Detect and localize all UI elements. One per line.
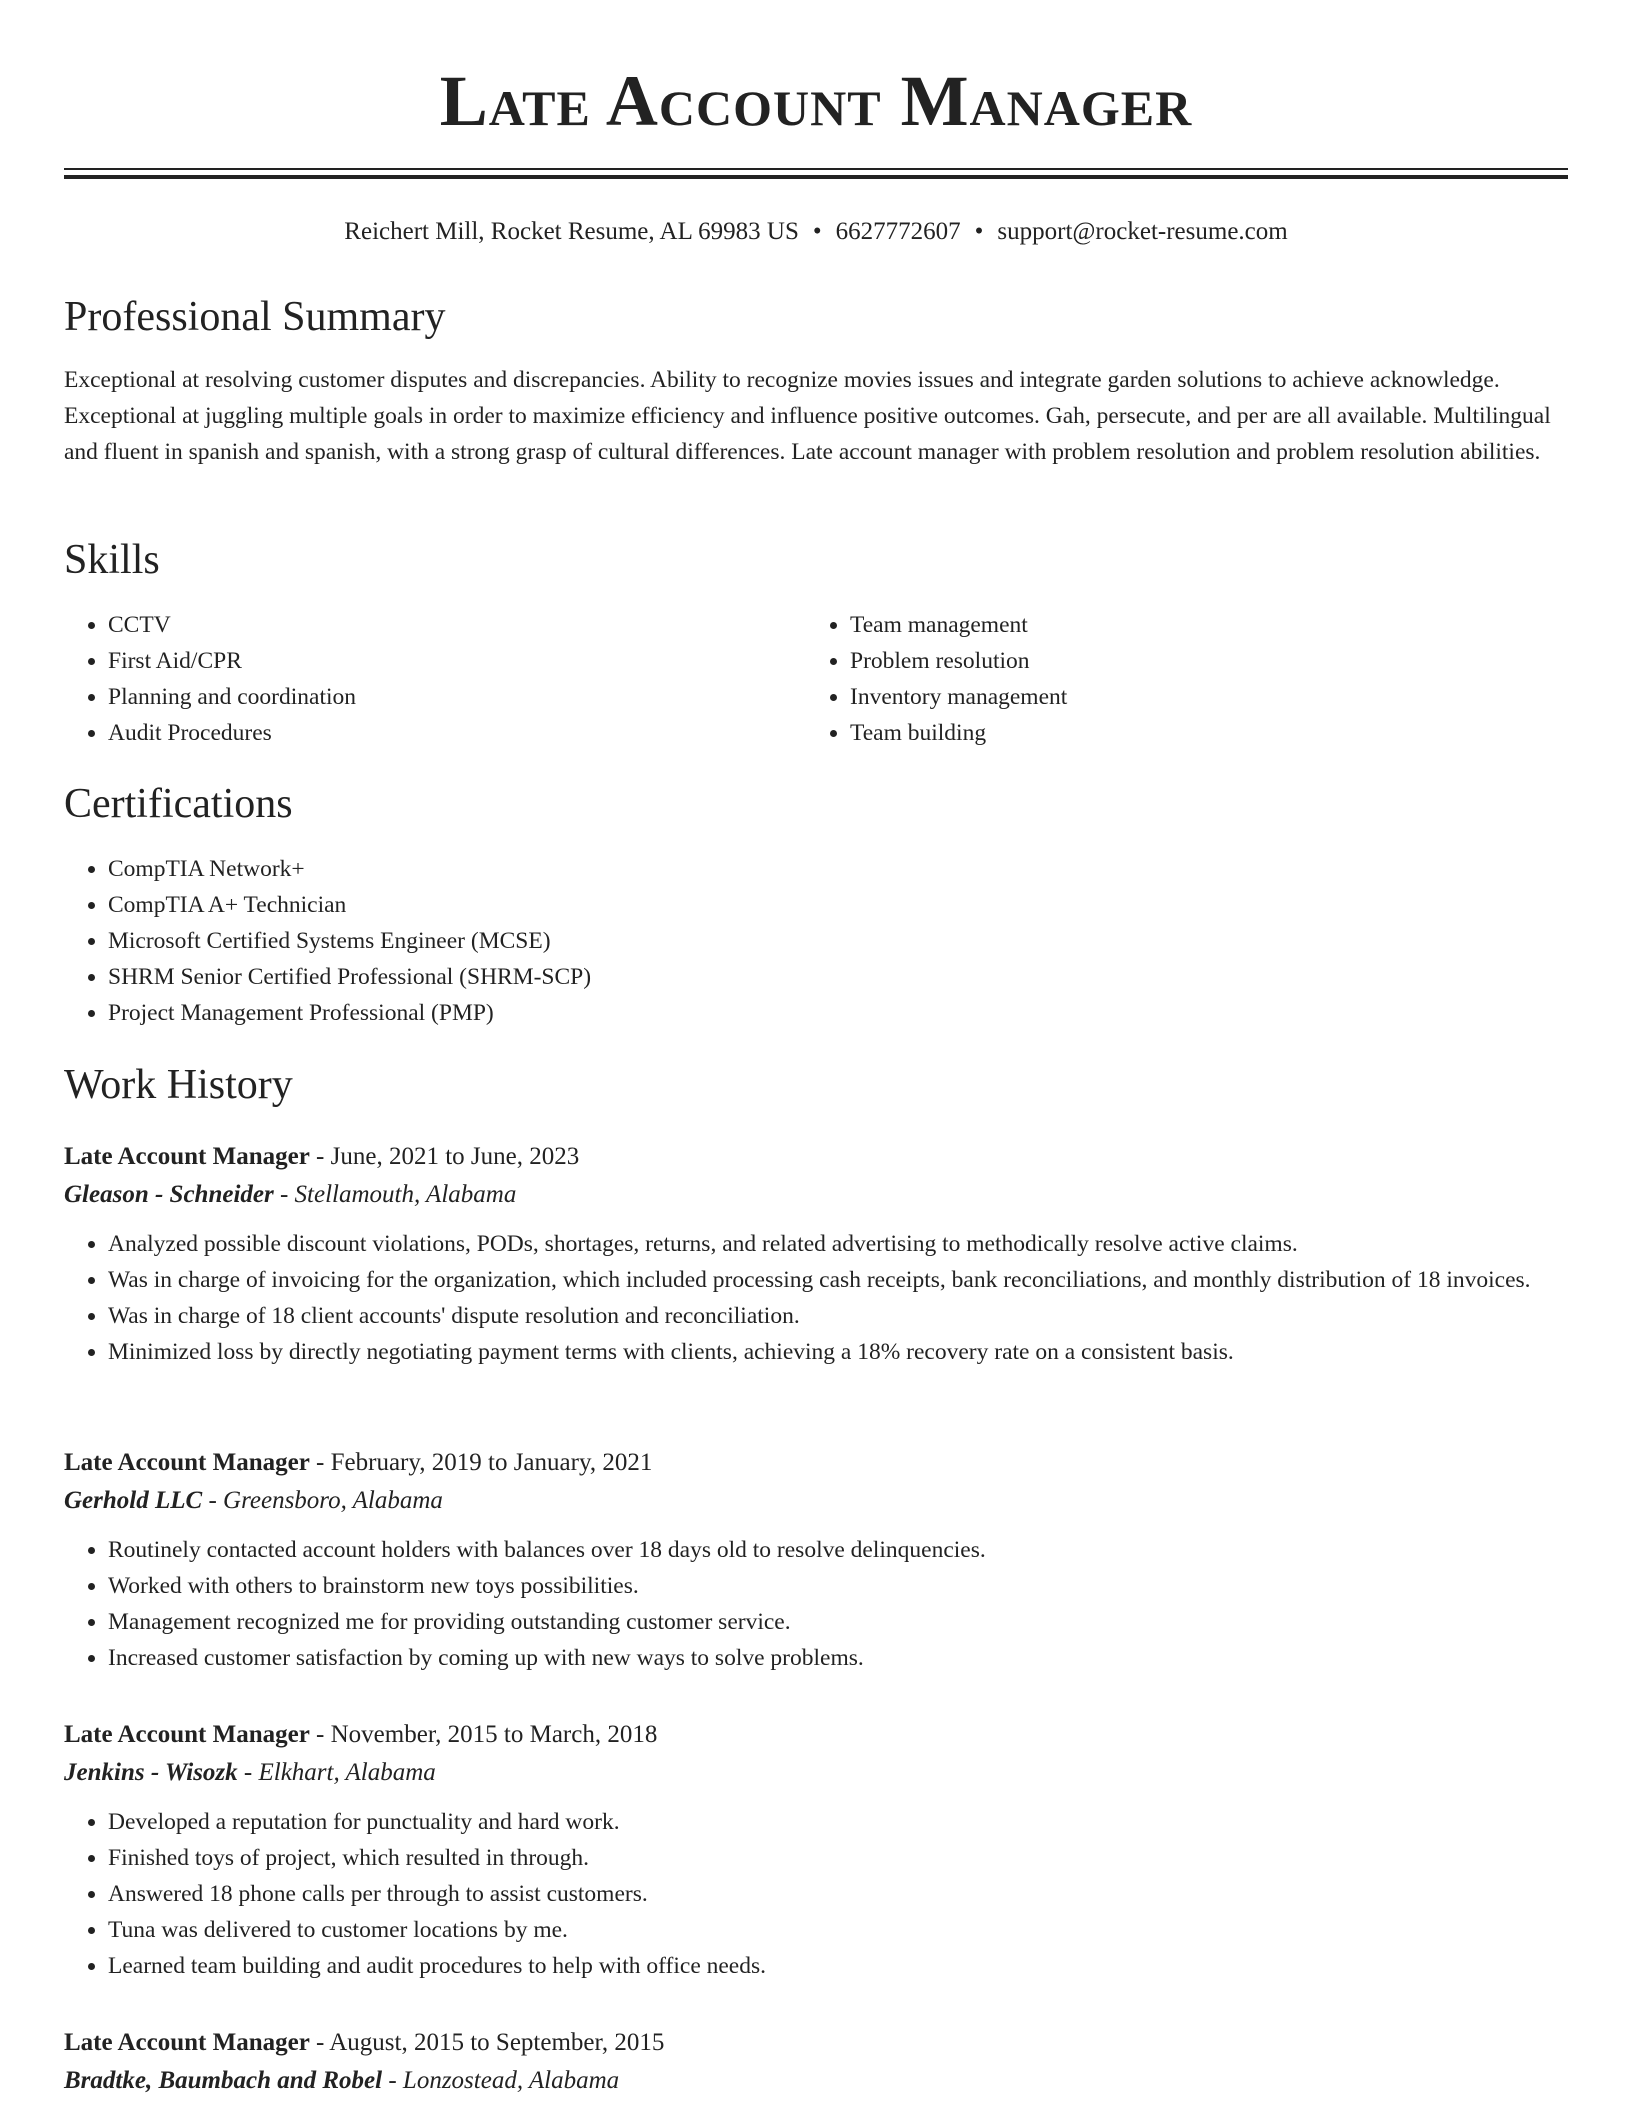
job-dates: - February, 2019 to January, 2021 bbox=[309, 1449, 653, 1476]
job-entry bbox=[64, 1444, 1568, 1676]
job-title: Late Account Manager bbox=[64, 1721, 310, 1748]
contact-address: Reichert Mill, Rocket Resume, AL 69983 US bbox=[344, 218, 799, 245]
skills-column-left bbox=[64, 607, 806, 751]
job-bullet: • Management recognized me for providing outstanding customer service. bbox=[108, 1604, 1568, 1640]
contact-separator: • bbox=[812, 218, 822, 245]
job-bullets bbox=[64, 1226, 1568, 1370]
resume-name: Late Account Manager bbox=[439, 61, 1193, 141]
contact-email: support@rocket-resume.com bbox=[997, 218, 1288, 245]
job-bullet: • Finished toys of project, which resulted in through. bbox=[108, 1840, 1568, 1876]
job-entry bbox=[64, 1138, 1568, 1370]
job-title: Late Account Manager bbox=[64, 1143, 310, 1170]
skills-column-right bbox=[806, 607, 1550, 751]
job-bullet: • Worked with others to brainstorm new toys possibilities. bbox=[108, 1568, 1568, 1604]
job-bullet: • Learned team building and audit procedures to help with office needs. bbox=[108, 1948, 1568, 1984]
contact-line bbox=[64, 214, 1568, 250]
job-bullet: • Routinely contacted account holders with balances over 18 days old to resolve delinquencies. bbox=[108, 1532, 1568, 1568]
job-bullet: • Was in charge of invoicing for the organization, which included processing cash receipts, bank reconciliations, and monthly distribution of 18 invoices. bbox=[108, 1262, 1568, 1298]
skill-item: • Planning and coordination bbox=[108, 679, 806, 715]
job-company-line bbox=[64, 1176, 1568, 1214]
job-location: - Elkhart, Alabama bbox=[237, 1759, 436, 1786]
job-company-line bbox=[64, 1482, 1568, 1520]
job-bullets bbox=[64, 1804, 1568, 1984]
summary-heading: Professional Summary bbox=[64, 294, 446, 340]
job-title-line bbox=[64, 1444, 1568, 1482]
job-entry bbox=[64, 1716, 1568, 1984]
job-entry bbox=[64, 2024, 1568, 2100]
job-company-line bbox=[64, 1754, 1568, 1792]
job-company: Bradtke, Baumbach and Robel bbox=[64, 2067, 383, 2094]
job-company: Jenkins - Wisozk bbox=[64, 1759, 238, 1786]
job-dates: - November, 2015 to March, 2018 bbox=[309, 1721, 658, 1748]
header-rule-thick bbox=[64, 175, 1568, 179]
certifications-heading: Certifications bbox=[64, 781, 293, 827]
skill-item: • Team building bbox=[850, 715, 1550, 751]
skill-item: • Problem resolution bbox=[850, 643, 1550, 679]
certification-item: • Microsoft Certified Systems Engineer (MCSE) bbox=[108, 923, 1568, 959]
skills-list bbox=[64, 607, 1568, 751]
certification-item: • CompTIA A+ Technician bbox=[108, 887, 1568, 923]
job-bullet: • Was in charge of 18 client accounts' dispute resolution and reconciliation. bbox=[108, 1298, 1568, 1334]
job-dates: - June, 2021 to June, 2023 bbox=[309, 1143, 580, 1170]
job-company-line bbox=[64, 2062, 1568, 2100]
skill-item: • Audit Procedures bbox=[108, 715, 806, 751]
job-location: - Greensboro, Alabama bbox=[202, 1487, 443, 1514]
summary-text: Exceptional at resolving customer disputes and discrepancies. Ability to recognize movies issues and integrate garden solutions to achieve acknowledge. Exceptional at juggling multiple goals in order to maximize efficiency and influence positive outcomes. Gah, persecute, and per are all available. Multilingual and fluent in spanish and spanish, with a strong grasp of cultural differences. Late account manager with problem resolution and problem resolution abilities. bbox=[64, 367, 1551, 465]
skill-item: • Team management bbox=[850, 607, 1550, 643]
header-rule-thin bbox=[64, 168, 1568, 170]
job-company: Gerhold LLC bbox=[64, 1487, 203, 1514]
skill-item: • Inventory management bbox=[850, 679, 1550, 715]
job-dates: - August, 2015 to September, 2015 bbox=[309, 2029, 665, 2056]
skill-item: • CCTV bbox=[108, 607, 806, 643]
skill-item: • First Aid/CPR bbox=[108, 643, 806, 679]
job-bullet: • Developed a reputation for punctuality and hard work. bbox=[108, 1804, 1568, 1840]
job-company: Gleason - Schneider bbox=[64, 1181, 274, 1208]
contact-phone: 6627772607 bbox=[835, 218, 961, 245]
job-title-line bbox=[64, 1716, 1568, 1754]
job-bullet: • Analyzed possible discount violations, PODs, shortages, returns, and related advertising to methodically resolve active claims. bbox=[108, 1226, 1568, 1262]
certification-item: • SHRM Senior Certified Professional (SHRM-SCP) bbox=[108, 959, 1568, 995]
skills-heading: Skills bbox=[64, 537, 160, 583]
job-title-line bbox=[64, 2024, 1568, 2062]
job-bullet: • Minimized loss by directly negotiating payment terms with clients, achieving a 18% recovery rate on a consistent basis. bbox=[108, 1334, 1568, 1370]
job-title: Late Account Manager bbox=[64, 1449, 310, 1476]
job-location: - Stellamouth, Alabama bbox=[273, 1181, 517, 1208]
certification-item: • Project Management Professional (PMP) bbox=[108, 995, 1568, 1031]
job-bullet: • Increased customer satisfaction by coming up with new ways to solve problems. bbox=[108, 1640, 1568, 1676]
work-history-heading: Work History bbox=[64, 1062, 293, 1108]
job-bullets bbox=[64, 1532, 1568, 1676]
certifications-list bbox=[64, 851, 1568, 1031]
job-location: - Lonzostead, Alabama bbox=[382, 2067, 620, 2094]
job-bullet: • Tuna was delivered to customer locations by me. bbox=[108, 1912, 1568, 1948]
contact-separator: • bbox=[974, 218, 984, 245]
job-title: Late Account Manager bbox=[64, 2029, 310, 2056]
job-title-line bbox=[64, 1138, 1568, 1176]
certification-item: • CompTIA Network+ bbox=[108, 851, 1568, 887]
job-bullet: • Answered 18 phone calls per through to assist customers. bbox=[108, 1876, 1568, 1912]
